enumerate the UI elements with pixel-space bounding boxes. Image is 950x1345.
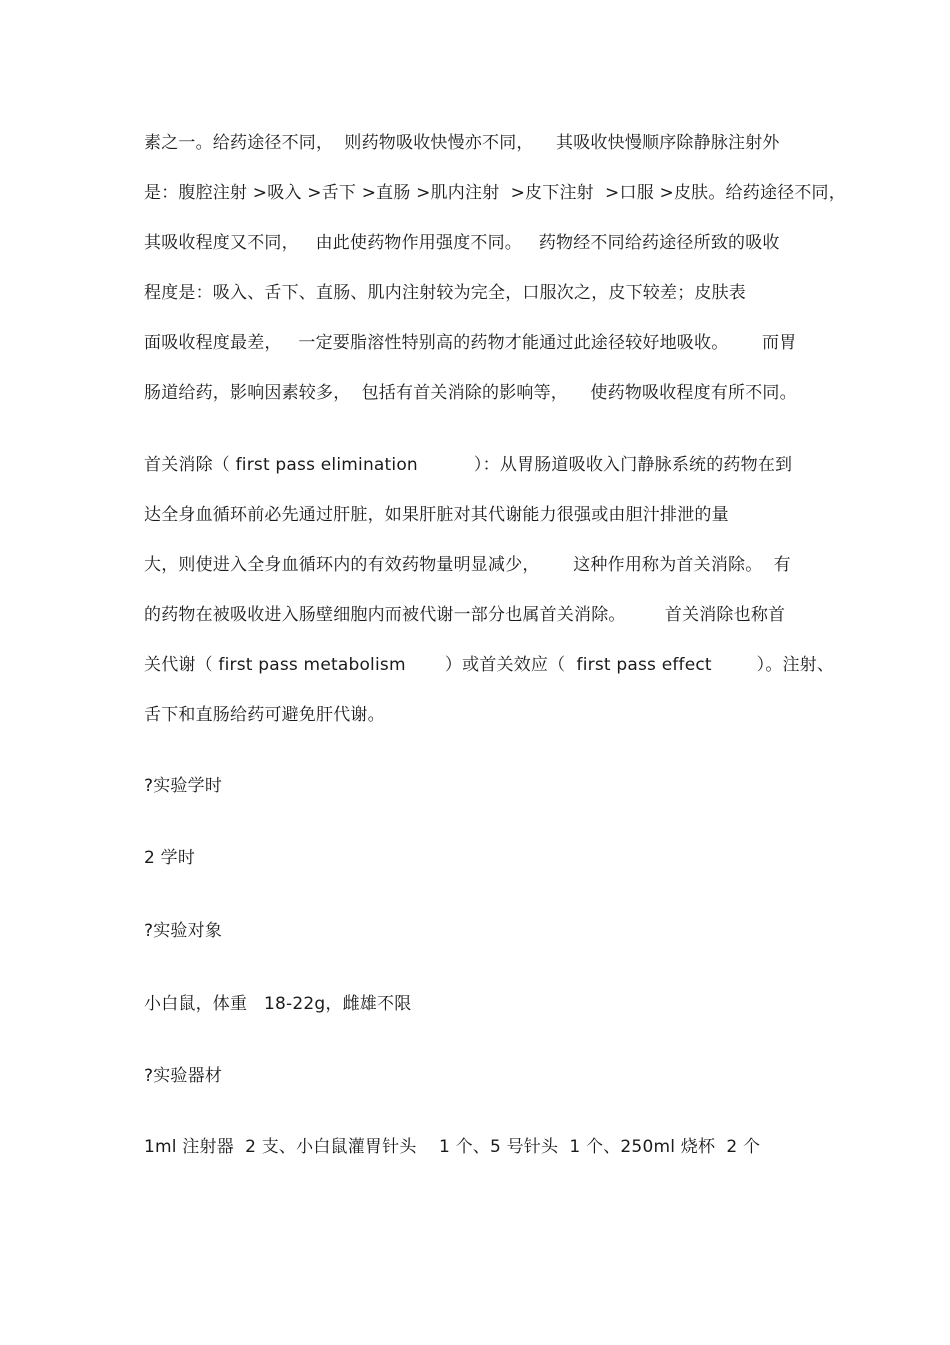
section-content-hours: 2 学时: [144, 848, 196, 868]
paragraph-1-line-5: 面吸收程度最差， 一定要脂溶性特别高的药物才能通过此途径较好地吸收。 而胃: [144, 333, 797, 353]
paragraph-2-line-6: 舌下和直肠给药可避免肝代谢。: [144, 705, 385, 725]
paragraph-2-line-5: 关代谢（ first pass metabolism ）或首关效应（ first pass effect ）。注射、: [144, 655, 835, 675]
paragraph-1-line-2: 是：腹腔注射 >吸入 >舌下 >直肠 >肌内注射 >皮下注射 >口服 >皮肤。给药途径不同，: [144, 183, 846, 203]
section-heading-subjects: ?实验对象: [144, 921, 223, 941]
section-content-subjects: 小白鼠，体重 18-22g，雌雄不限: [144, 994, 412, 1014]
paragraph-1-line-3: 其吸收程度又不同， 由此使药物作用强度不同。 药物经不同给药途径所致的吸收: [144, 233, 780, 253]
section-content-equipment: 1ml 注射器 2 支、小白鼠灌胃针头 1 个、5 号针头 1 个、250ml 烧杯 2 个: [144, 1137, 761, 1157]
paragraph-2-line-2: 达全身血循环前必先通过肝脏，如果肝脏对其代谢能力很强或由胆汁排泄的量: [144, 505, 729, 525]
section-heading-hours: ?实验学时: [144, 776, 223, 796]
paragraph-2-line-1: 首关消除（ first pass elimination ）：从胃肠道吸收入门静脉系统的药物在到: [144, 455, 793, 475]
paragraph-1-line-1: 素之一。给药途径不同， 则药物吸收快慢亦不同， 其吸收快慢顺序除静脉注射外: [144, 133, 780, 153]
paragraph-1-line-4: 程度是：吸入、舌下、直肠、肌内注射较为完全，口服次之，皮下较差；皮肤表: [144, 283, 746, 303]
paragraph-2-line-4: 的药物在被吸收进入肠壁细胞内而被代谢一部分也属首关消除。 首关消除也称首: [144, 605, 786, 625]
paragraph-2-line-3: 大，则使进入全身血循环内的有效药物量明显减少， 这种作用称为首关消除。 有: [144, 555, 791, 575]
section-heading-equipment: ?实验器材: [144, 1066, 223, 1086]
paragraph-1-line-6: 肠道给药，影响因素较多， 包括有首关消除的影响等， 使药物吸收程度有所不同。: [144, 383, 797, 403]
